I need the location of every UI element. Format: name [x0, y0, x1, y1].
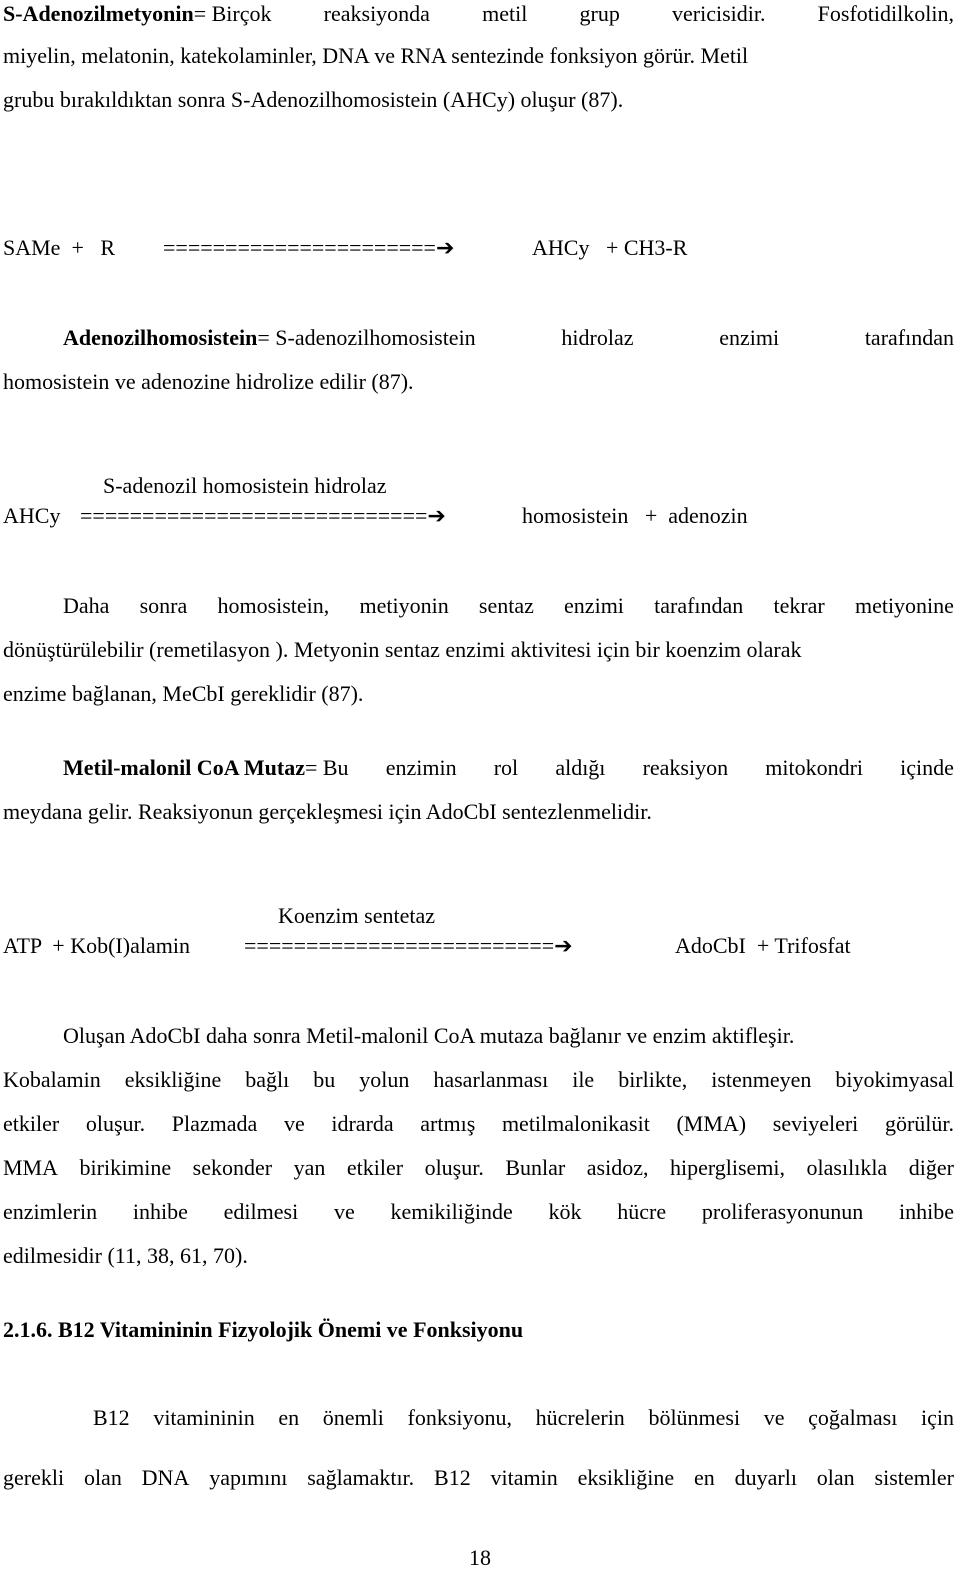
p5-line2: Kobalamin eksikliğine bağlı bu yolun hasarlanması ile birlikte, istenmeyen biyokimyasal: [3, 1067, 954, 1092]
p4-line1: Metil-malonil CoA Mutaz= Bu enzimin rol aldığı reaksiyon mitokondri içinde: [63, 755, 954, 780]
eq1-left: SAMe + R: [3, 235, 116, 260]
p1-line2: miyelin, melatonin, katekolaminler, DNA ve RNA sentezinde fonksiyon görür. Metil: [3, 43, 749, 68]
p3-line3: enzime bağlanan, MeCbI gereklidir (87).: [3, 681, 364, 706]
p5-line4: MMA birikimine sekonder yan etkiler oluşur. Bunlar asidoz, hiperglisemi, olasılıkla diğer: [3, 1155, 954, 1180]
section-heading: 2.1.6. B12 Vitamininin Fizyolojik Önemi ve Fonksiyonu: [3, 1317, 524, 1342]
eq1-right: AHCy + CH3-R: [532, 235, 688, 260]
eq2-left: AHCy: [3, 503, 61, 528]
eq1-arrow: ======================➔: [163, 235, 455, 260]
p6-line2: gerekli olan DNA yapımını sağlamaktır. B12 vitamin eksikliğine en duyarlı olan sistemler: [3, 1465, 954, 1490]
p1-line3: grubu bırakıldıktan sonra S-Adenozilhomosistein (AHCy) oluşur (87).: [3, 87, 624, 112]
p3-line1: Daha sonra homosistein, metiyonin sentaz enzimi tarafından tekrar metiyonine: [63, 593, 954, 618]
eq3-enzyme: Koenzim sentetaz: [278, 903, 435, 928]
eq2-arrow: ============================➔: [80, 503, 446, 528]
eq2-enzyme: S-adenozil homosistein hidrolaz: [103, 473, 387, 498]
eq2-right: homosistein + adenozin: [522, 503, 748, 528]
p5-line3: etkiler oluşur. Plazmada ve idrarda artmış metilmalonikasit (MMA) seviyeleri görülür.: [3, 1111, 954, 1136]
term-s-adenozilmetyonin: S-Adenozilmetyonin: [3, 1, 194, 26]
eq3-arrow: =========================➔: [244, 933, 573, 958]
p4-line2: meydana gelir. Reaksiyonun gerçekleşmesi için AdoCbI sentezlenmelidir.: [3, 799, 652, 824]
eq3-right: AdoCbI + Trifosfat: [675, 933, 851, 958]
p5-line6: edilmesidir (11, 38, 61, 70).: [3, 1243, 248, 1268]
term-metil-malonil-coa-mutaz: Metil-malonil CoA Mutaz: [63, 755, 305, 780]
eq3-left: ATP + Kob(I)alamin: [3, 933, 190, 958]
p3-line2: dönüştürülebilir (remetilasyon ). Metyonin sentaz enzimi aktivitesi için bir koenzim olarak: [3, 637, 802, 662]
p2-line1: Adenozilhomosistein= S-adenozilhomosistein hidrolaz enzimi tarafından: [63, 325, 954, 350]
page-number: 18: [469, 1545, 491, 1570]
p2-line2: homosistein ve adenozine hidrolize edilir (87).: [3, 369, 414, 394]
p5-line5: enzimlerin inhibe edilmesi ve kemikiliğinde kök hücre proliferasyonunun inhibe: [3, 1199, 954, 1224]
p6-line1: B12 vitamininin en önemli fonksiyonu, hücrelerin bölünmesi ve çoğalması için: [93, 1405, 954, 1430]
p1-term-line: S-Adenozilmetyonin= Birçok: [3, 1, 272, 26]
p5-line1: Oluşan AdoCbI daha sonra Metil-malonil CoA mutaza bağlanır ve enzim aktifleşir.: [63, 1023, 795, 1048]
p1-line1: S-Adenozilmetyonin= Birçok reaksiyonda metil grup vericisidir. Fosfotidilkolin,: [3, 1, 954, 26]
term-adenozilhomosistein: Adenozilhomosistein: [63, 325, 258, 350]
